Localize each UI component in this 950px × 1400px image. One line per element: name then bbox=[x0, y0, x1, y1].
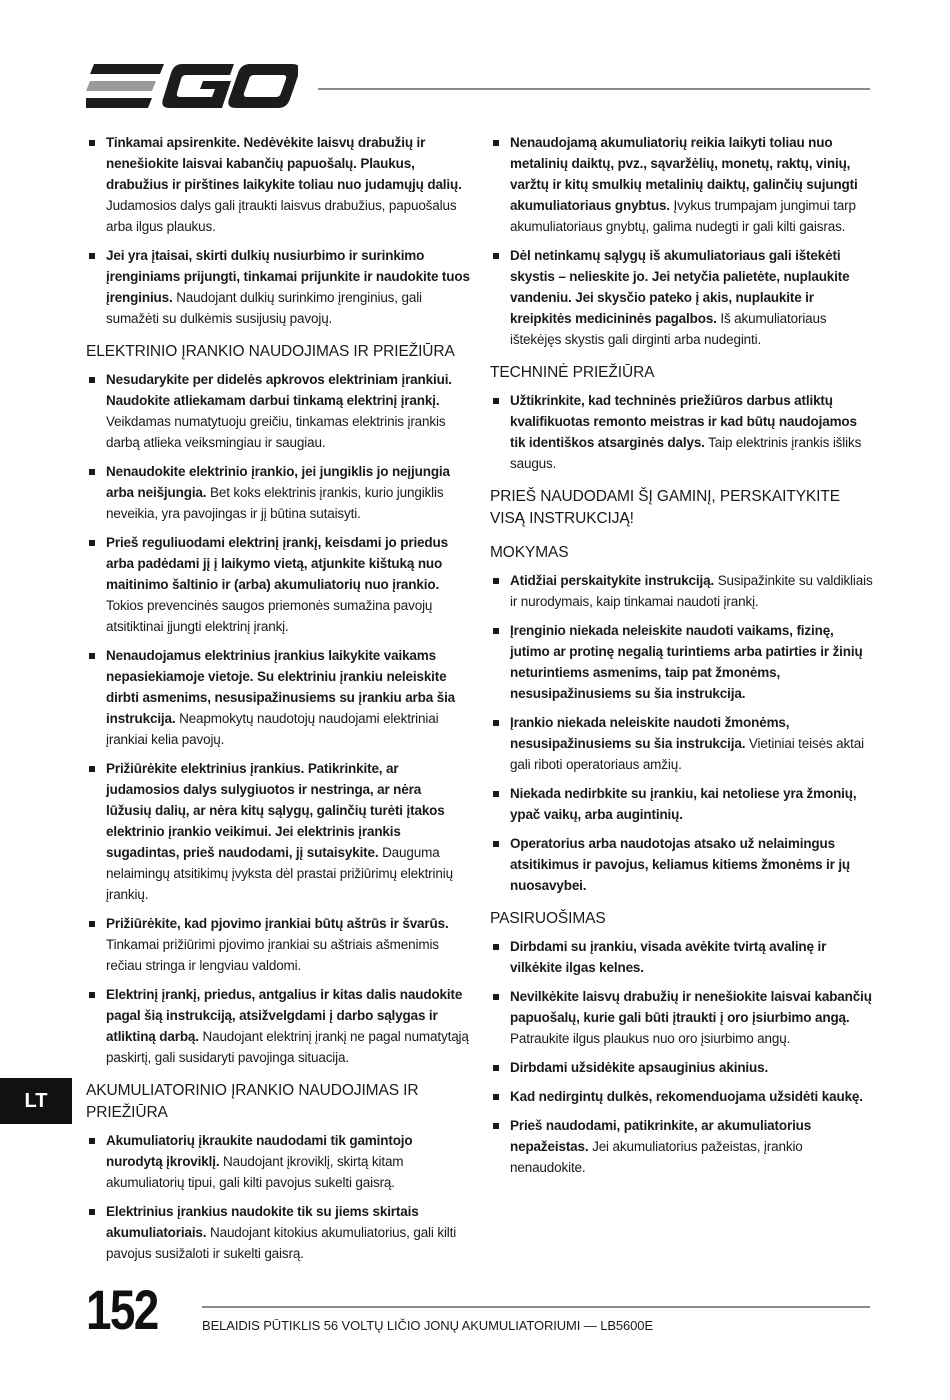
item-bold-text: Įrenginio niekada neleiskite naudoti vaikams, fizinę, jutimo ar protinę negalią turintiems arba patirties ir žinių neturintiems asmenims, taip pat žmonėms, nesusipažinusiems su šia instrukcija. bbox=[510, 623, 863, 701]
item-bold-text: Prieš naudodami, patikrinkite, ar akumuliatorius nepažeistas. bbox=[510, 1118, 812, 1154]
item-bold-text: Jei yra įtaisai, skirti dulkių nusiurbimo ir surinkimo įrenginiams prijungti, tinkamai prijunkite ir naudokite tuos įrenginius. bbox=[106, 248, 470, 305]
ego-logo-graphic bbox=[86, 62, 298, 110]
item-text: Judamosios dalys gali įtraukti laisvus drabužius, papuošalus arba ilgus plaukus. bbox=[106, 198, 457, 234]
bullet-icon bbox=[493, 1123, 499, 1129]
bullet-icon bbox=[493, 1065, 499, 1071]
item-bold-text: Niekada nedirbkite su įrankiu, kai netoliese yra žmonių, ypač vaikų, arba augintinių. bbox=[510, 786, 857, 822]
bullet-icon bbox=[493, 841, 499, 847]
bullet-icon bbox=[89, 469, 95, 475]
item-text: Naudojant įkroviklį, skirtą kitam akumuliatorių tipui, gali kilti pavojus sukelti gaisrą. bbox=[106, 1154, 404, 1190]
ego-logo bbox=[86, 62, 298, 115]
bullet-icon bbox=[493, 994, 499, 1000]
list-item bbox=[490, 1115, 874, 1178]
bullet-icon bbox=[89, 921, 95, 927]
item-text: Naudojant elektrinį įrankį ne pagal numatytąją paskirtį, gali susidaryti pavojinga situacija. bbox=[106, 1029, 469, 1065]
item-bold-text: Nesudarykite per didelės apkrovos elektriniam įrankiui. Naudokite atliekamam darbui tinkamą elektrinį įrankį. bbox=[106, 372, 452, 408]
bullet-icon bbox=[89, 766, 95, 772]
right-list-1 bbox=[490, 132, 874, 350]
item-text: Tinkamai prižiūrimi pjovimo įrankiai su aštriais ašmenimis rečiau stringa ir lengviau valdomi. bbox=[106, 937, 439, 973]
bullet-icon bbox=[493, 140, 499, 146]
item-bold-text: Nenaudojamus elektrinius įrankius laikykite vaikams nepasiekiamoje vietoje. Su elektriniu įrankiu neleiskite dirbti asmenims, nesusipažinusiems su įrankiu arba šia instrukcija. bbox=[106, 648, 456, 726]
item-bold-text: Kad nedirgintų dulkės, rekomenduojama užsidėti kaukę. bbox=[510, 1089, 863, 1104]
language-tab: LT bbox=[0, 1078, 72, 1124]
section-heading: TECHNINĖ PRIEŽIŪRA bbox=[490, 364, 655, 381]
footer-divider bbox=[202, 1306, 870, 1308]
bullet-icon bbox=[89, 540, 95, 546]
bullet-icon bbox=[89, 377, 95, 383]
item-bold-text: Nenaudokite elektrinio įrankio, jei jungiklis jo neįjungia arba neišjungia. bbox=[106, 464, 450, 500]
list-item bbox=[490, 132, 874, 237]
bullet-icon bbox=[89, 253, 95, 259]
item-bold-text: Nevilkėkite laisvų drabužių ir nenešiokite laisvai kabančių papuošalų, kurie gali būti įtraukti į oro įsiurbimo angą. bbox=[510, 989, 872, 1025]
item-bold-text: Dėl netinkamų sąlygų iš akumuliatoriaus gali ištekėti skystis – nelieskite jo. Jei netyčia palietėte, nuplaukite vandeniu. Jei skysčio pateko į akis, nuplaukite ir kreipkitės medicininės pagalbos. bbox=[510, 248, 850, 326]
page-number: 152 bbox=[86, 1278, 158, 1341]
item-text: Tokios prevencinės saugos priemonės sumažina pavojų atsitiktinai įjungti elektrinį įrankį. bbox=[106, 598, 433, 634]
item-text: Naudojant kitokius akumuliatorius, gali kilti pavojus susižaloti ir sukelti gaisrą. bbox=[106, 1225, 457, 1261]
item-text: Neapmokytų naudotojų naudojami elektriniai įrankiai kelia pavojų. bbox=[106, 711, 439, 747]
item-bold-text: Operatorius arba naudotojas atsako už nelaimingus atsitikimus ir pavojus, keliamus kitiems žmonėms ir jų nuosavybei. bbox=[510, 836, 851, 893]
bullet-icon bbox=[89, 1138, 95, 1144]
item-bold-text: Nenaudojamą akumuliatorių reikia laikyti toliau nuo metalinių daiktų, pvz., sąvaržėlių, monetų, raktų, vinių, varžtų ir kitų smulkių metalinių daiktų, galinčių sujungti akumuliatoriaus gnybtus. bbox=[510, 135, 858, 213]
list-item bbox=[490, 936, 874, 978]
bullet-icon bbox=[89, 1209, 95, 1215]
list-item bbox=[490, 570, 874, 612]
bullet-icon bbox=[493, 578, 499, 584]
bullet-icon bbox=[493, 791, 499, 797]
item-bold-text: Prižiūrėkite, kad pjovimo įrankiai būtų aštrūs ir švarūs. bbox=[106, 916, 449, 931]
item-bold-text: Dirbdami su įrankiu, visada avėkite tvirtą avalinę ir vilkėkite ilgas kelnes. bbox=[510, 939, 827, 975]
list-item bbox=[86, 1201, 470, 1264]
list-item bbox=[86, 532, 470, 637]
list-item bbox=[86, 984, 470, 1068]
list-item bbox=[490, 245, 874, 350]
footer-title: BELAIDIS PŪTIKLIS 56 VOLTŲ LIČIO JONŲ AKUMULIATORIUMI — LB5600E bbox=[202, 1318, 654, 1333]
item-bold-text: Dirbdami užsidėkite apsauginius akinius. bbox=[510, 1060, 769, 1075]
list-item bbox=[490, 986, 874, 1049]
list-item bbox=[86, 461, 470, 524]
list-item bbox=[490, 783, 874, 825]
left-list-1 bbox=[86, 132, 470, 329]
item-bold-text: Tinkamai apsirenkite. Nedėvėkite laisvų drabužių ir nenešiokite laisvai kabančių papuošalų. Plaukus, drabužius ir pirštines laikykite toliau nuo judamųjų dalių. bbox=[106, 135, 462, 192]
right-list-2 bbox=[490, 390, 874, 474]
bullet-icon bbox=[89, 653, 95, 659]
header-divider bbox=[318, 88, 870, 90]
list-item bbox=[86, 913, 470, 976]
item-text: Naudojant dulkių surinkimo įrenginius, gali sumažėti su dulkėmis susijusių pavojų. bbox=[106, 290, 422, 326]
bullet-icon bbox=[493, 398, 499, 404]
item-bold-text: Atidžiai perskaitykite instrukciją. bbox=[510, 573, 715, 588]
section-heading: AKUMULIATORINIO ĮRANKIO NAUDOJIMAS IR PRIEŽIŪRA bbox=[86, 1082, 419, 1121]
item-bold-text: Elektrinius įrankius naudokite tik su jiems skirtais akumuliatoriais. bbox=[106, 1204, 419, 1240]
item-bold-text: Užtikrinkite, kad techninės priežiūros darbus atliktų kvalifikuotas remonto meistras ir kad būtų naudojamos tik identiškos atsarginės dalys. bbox=[510, 393, 857, 450]
list-item bbox=[490, 390, 874, 474]
bullet-icon bbox=[493, 1094, 499, 1100]
bullet-icon bbox=[493, 720, 499, 726]
right-column bbox=[490, 132, 874, 1186]
item-bold-text: Elektrinį įrankį, priedus, antgalius ir kitas dalis naudokite pagal šią instrukciją, atsižvelgdami į darbo sąlygas ir atliktiną darbą. bbox=[106, 987, 463, 1044]
item-text: Bet koks elektrinis įrankis, kurio jungiklis neveikia, yra pavojingas ir jį būtina sutaisyti. bbox=[106, 485, 444, 521]
list-item bbox=[490, 1086, 874, 1107]
item-text: Įvykus trumpajam jungimui tarp akumuliatoriaus gnybtų, galima nudegti ir gali kilti gaisras. bbox=[510, 198, 856, 234]
bullet-icon bbox=[89, 140, 95, 146]
left-list-3 bbox=[86, 1130, 470, 1264]
section-heading: MOKYMAS bbox=[490, 544, 569, 561]
item-bold-text: Prieš reguliuodami elektrinį įrankį, keisdami jo priedus arba padėdami jį į laikymo vietą, atjunkite kištuką nuo maitinimo šaltinio ir (arba) akumuliatorių nuo įrankio. bbox=[106, 535, 448, 592]
item-text: Dauguma nelaimingų atsitikimų įvyksta dėl prastai prižiūrimų elektrinių įrankių. bbox=[106, 845, 453, 902]
item-text: Vietiniai teisės aktai gali riboti operatoriaus amžių. bbox=[510, 736, 864, 772]
right-list-5 bbox=[490, 936, 874, 1178]
left-list-2 bbox=[86, 369, 470, 1068]
list-item bbox=[86, 245, 470, 329]
list-item bbox=[490, 833, 874, 896]
left-column bbox=[86, 132, 470, 1272]
bullet-icon bbox=[493, 253, 499, 259]
list-item bbox=[86, 758, 470, 905]
list-item bbox=[86, 369, 470, 453]
item-text: Jei akumuliatorius pažeistas, įrankio nenaudokite. bbox=[510, 1139, 803, 1175]
right-list-4 bbox=[490, 570, 874, 896]
item-text: Iš akumuliatoriaus ištekėjęs skystis gali dirginti arba nudeginti. bbox=[510, 311, 827, 347]
page-header bbox=[0, 0, 950, 130]
item-text: Veikdamas numatytuoju greičiu, tinkamas elektrinis įrankis darbą atlieka veiksmingiau ir saugiau. bbox=[106, 414, 446, 450]
bullet-icon bbox=[493, 944, 499, 950]
item-text: Susipažinkite su valdikliais ir nurodymais, kaip tinkamai naudoti įrankį. bbox=[510, 573, 873, 609]
item-bold-text: Akumuliatorių įkraukite naudodami tik gamintojo nurodytą įkroviklį. bbox=[106, 1133, 413, 1169]
bullet-icon bbox=[493, 628, 499, 634]
list-item bbox=[490, 620, 874, 704]
item-text: Taip elektrinis įrankis išliks saugus. bbox=[510, 435, 862, 471]
item-bold-text: Įrankio niekada neleiskite naudoti žmonėms, nesusipažinusiems su šia instrukcija. bbox=[510, 715, 790, 751]
section-heading: PRIEŠ NAUDODAMI ŠĮ GAMINĮ, PERSKAITYKITE VISĄ INSTRUKCIJĄ! bbox=[490, 488, 840, 527]
list-item bbox=[86, 645, 470, 750]
list-item bbox=[86, 132, 470, 237]
list-item bbox=[490, 1057, 874, 1078]
item-text: Patraukite ilgus plaukus nuo oro įsiurbimo angų. bbox=[510, 1031, 791, 1046]
section-heading: PASIRUOŠIMAS bbox=[490, 910, 606, 927]
item-bold-text: Prižiūrėkite elektrinius įrankius. Patikrinkite, ar judamosios dalys sulygiuotos ir nestringa, ar nėra lūžusių dalių, ar nėra kitų sąlygų, galinčių turėti įtakos elektrinio įrankio veikimui. Jei elektrinis įrankis sugadintas, prieš naudodami, jį sutaisykite. bbox=[106, 761, 445, 860]
section-heading: ELEKTRINIO ĮRANKIO NAUDOJIMAS IR PRIEŽIŪRA bbox=[86, 343, 455, 360]
bullet-icon bbox=[89, 992, 95, 998]
list-item bbox=[490, 712, 874, 775]
list-item bbox=[86, 1130, 470, 1193]
